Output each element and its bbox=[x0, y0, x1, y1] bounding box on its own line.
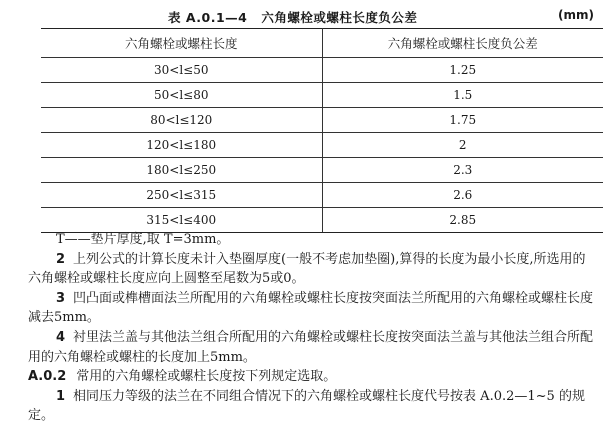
section-number: A.0.2 bbox=[28, 369, 67, 385]
header-bolt-length: 六角螺栓或螺柱长度 bbox=[41, 29, 322, 58]
table-row bbox=[41, 83, 603, 108]
sub-item-1 bbox=[28, 387, 598, 426]
sub-item-text: 相同压力等级的法兰在不同组合情况下的六角螺栓或螺柱长度代号按表 A.0.2—1~5 的规定。 bbox=[28, 388, 585, 424]
tolerance-table bbox=[41, 28, 603, 233]
note-number: 4 bbox=[56, 329, 66, 345]
table-row bbox=[41, 208, 603, 233]
cell-tolerance: 2.6 bbox=[322, 183, 603, 208]
note-text: 衬里法兰盖与其他法兰组合所配用的六角螺栓或螺柱长度按突面法兰盖与其他法兰组合所配用的六角螺栓或螺柱的长度加上5mm。 bbox=[28, 329, 594, 365]
table-row bbox=[41, 158, 603, 183]
cell-tolerance: 1.5 bbox=[322, 83, 603, 108]
header-negative-tolerance: 六角螺栓或螺柱长度负公差 bbox=[322, 29, 603, 58]
note-item-4 bbox=[28, 328, 598, 367]
cell-length-range: 250<l≤315 bbox=[41, 183, 322, 208]
table-caption bbox=[0, 8, 616, 28]
table-title bbox=[168, 8, 417, 26]
note-text: 上列公式的计算长度未计入垫圈厚度(一般不考虑加垫圈),算得的长度为最小长度,所选用的六角螺栓或螺柱长度应向上圆整至尾数为5或0。 bbox=[28, 251, 586, 287]
table-row bbox=[41, 108, 603, 133]
section-a-0-2 bbox=[28, 367, 598, 387]
note-number: 2 bbox=[56, 251, 66, 267]
table-row bbox=[41, 133, 603, 158]
cell-tolerance: 1.75 bbox=[322, 108, 603, 133]
notes-body bbox=[28, 230, 598, 426]
note-item-3 bbox=[28, 289, 598, 328]
table-title-text: 六角螺栓或螺柱长度负公差 bbox=[261, 10, 418, 25]
section-text: 常用的六角螺栓或螺柱长度按下列规定选取。 bbox=[76, 369, 337, 385]
cell-length-range: 30<l≤50 bbox=[41, 58, 322, 83]
cell-tolerance: 2.3 bbox=[322, 158, 603, 183]
cell-length-range: 120<l≤180 bbox=[41, 133, 322, 158]
cell-length-range: 180<l≤250 bbox=[41, 158, 322, 183]
note-number: 3 bbox=[56, 290, 66, 306]
table-header-row bbox=[41, 29, 603, 58]
t-definition-line: T——垫片厚度,取 T=3mm。 bbox=[56, 232, 230, 247]
table-row bbox=[41, 183, 603, 208]
cell-tolerance: 1.25 bbox=[322, 58, 603, 83]
cell-length-range: 50<l≤80 bbox=[41, 83, 322, 108]
cell-length-range: 80<l≤120 bbox=[41, 108, 322, 133]
sub-item-number: 1 bbox=[56, 388, 66, 404]
table-unit: (mm) bbox=[558, 8, 594, 22]
table-number: 表 A.0.1—4 bbox=[168, 10, 248, 25]
cell-length-range: 315<l≤400 bbox=[41, 208, 322, 233]
cell-tolerance: 2 bbox=[322, 133, 603, 158]
note-text: 凹凸面或榫槽面法兰所配用的六角螺栓或螺柱长度按突面法兰所配用的六角螺栓或螺柱长度减去5mm。 bbox=[28, 290, 594, 326]
note-item-2 bbox=[28, 250, 598, 289]
cell-tolerance: 2.85 bbox=[322, 208, 603, 233]
table-row bbox=[41, 58, 603, 83]
